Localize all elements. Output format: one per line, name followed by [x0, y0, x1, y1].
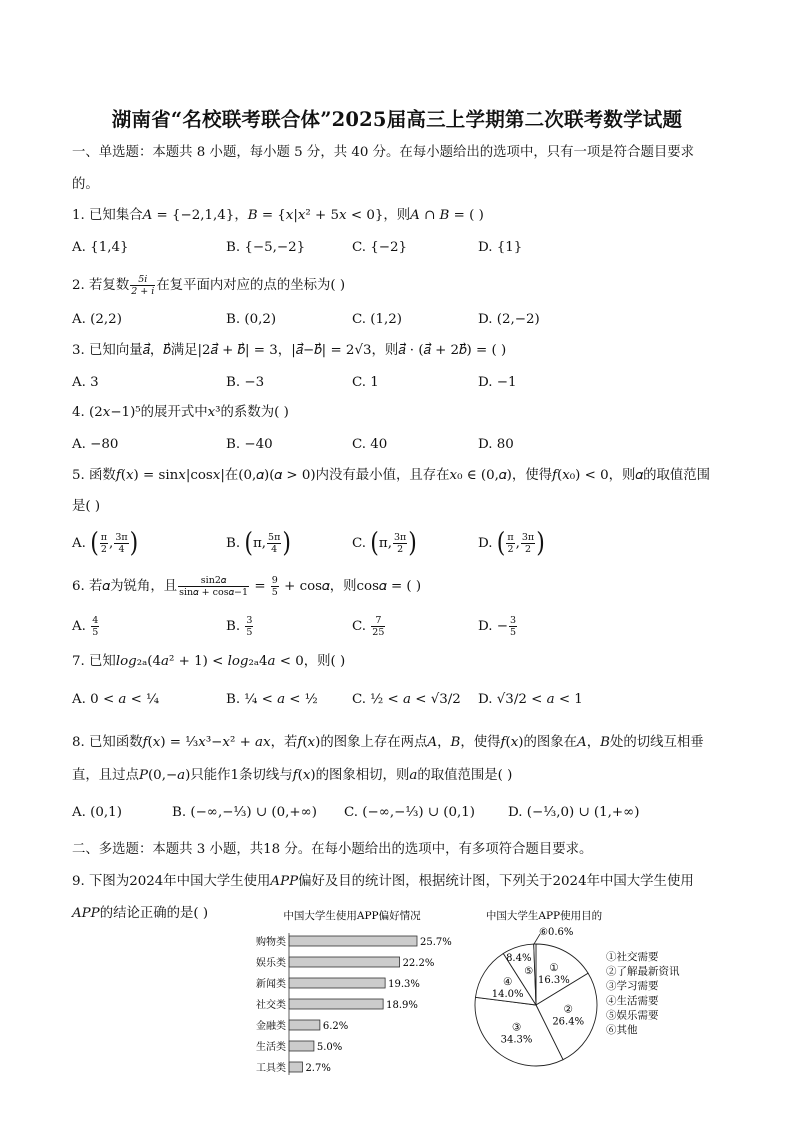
- section1-header-cont: 的。: [72, 177, 99, 192]
- bar-category-label: 新闻类: [256, 979, 286, 990]
- page-title: 湖南省“名校联考联合体”2025届高三上学期第二次联考数学试题: [111, 108, 683, 131]
- q5-option-d-label: D.: [478, 536, 493, 551]
- q2-frac-num: 5𝑖: [130, 274, 155, 286]
- q6-option-d: [478, 615, 518, 638]
- pie-slice-marker: ④: [502, 976, 513, 989]
- q6a-label: A.: [72, 619, 86, 634]
- q5-option-c-label: C.: [352, 536, 367, 551]
- q2-stem-pre: 2. 若复数: [72, 278, 130, 293]
- q6-option-c: [352, 615, 386, 638]
- q5b-r-den: 4: [271, 544, 278, 555]
- q6c-num: 7: [371, 615, 385, 627]
- q7-option-d: D. √3/2 < 𝑎 < 1: [478, 692, 583, 707]
- q5-option-c: C. (π, $\frac{3\pi}{2}$ ): [352, 527, 417, 559]
- bar-value-label: 22.2%: [402, 958, 435, 969]
- q2-frac-den: 2 + 𝑖: [131, 286, 155, 297]
- q4-option-b: B. −40: [226, 437, 273, 452]
- q3-option-c: C. 1: [352, 375, 379, 390]
- bar-value-label: 25.7%: [420, 937, 452, 948]
- q4-option-c: C. 40: [352, 437, 388, 452]
- q5-option-b: B. (π, $\frac{5\pi}{4}$ ): [226, 527, 291, 559]
- q8-option-a: A. (0,1): [72, 805, 122, 820]
- bar-value-label: 5.0%: [316, 1042, 343, 1053]
- q8-stem: 8. 已知函数𝑓(𝑥) = ⅓𝑥³−𝑥² + 𝑎𝑥，若𝑓(𝑥)的图象上存在两点𝐴，𝐵，使得𝑓(𝑥)的图象在𝐴，𝐵处的切线互相垂: [72, 735, 704, 750]
- q5-option-b-label: B.: [226, 536, 241, 551]
- pie-chart-title: 中国大学生APP使用目的: [485, 910, 603, 922]
- pie-outer-label: ⑥0.6%: [539, 927, 574, 938]
- q1-option-a: A. {1,4}: [72, 240, 129, 255]
- q6d-sign: −: [496, 619, 509, 634]
- q4-option-a: A. −80: [72, 437, 119, 452]
- pie-slice-value: 8.4%: [506, 952, 532, 964]
- q2-fraction: [130, 274, 155, 297]
- pie-legend-item: ②了解最新资讯: [606, 965, 680, 978]
- q9-stem-cont: 𝐴𝑃𝑃的结论正确的是( ): [72, 906, 209, 921]
- bar-category-label: 金融类: [256, 1021, 286, 1032]
- q8-stem-cont: 直，且过点𝑃(0,−𝑎)只能作1条切线与𝑓(𝑥)的图象相切，则𝑎的取值范围是( ): [72, 768, 513, 783]
- q6d-num: 3: [510, 615, 517, 626]
- bar-chart-title: 中国大学生使用APP偏好情况: [283, 910, 421, 922]
- q5a-l-den: 2: [100, 544, 107, 555]
- bar-mark: [289, 999, 383, 1009]
- q9-stem: 9. 下图为2024年中国大学生使用𝐴𝑃𝑃偏好及目的统计图，根据统计图，下列关于2024年中国大学生使用: [72, 874, 694, 889]
- q3-option-b: B. −3: [226, 375, 265, 390]
- q7-option-b: B. ¼ < 𝑎 < ½: [226, 692, 318, 707]
- bar-mark: [289, 978, 385, 988]
- bar-value-label: 19.3%: [388, 979, 420, 990]
- q3-stem: 3. 已知向量𝑎⃗，𝑏⃗满足|2𝑎⃗ + 𝑏⃗| = 3，|𝑎⃗−𝑏⃗| = 2√3，则𝑎⃗ · (𝑎⃗ + 2𝑏⃗) = ( ): [72, 343, 507, 358]
- q5c-r-num: 3π: [393, 532, 407, 543]
- q6b-num: 3: [246, 615, 253, 626]
- pie-slice-value: 34.3%: [500, 1034, 533, 1046]
- bar-mark: [289, 1041, 314, 1051]
- q5-option-a: A. ( $\frac{\pi}{2}$ , $\frac{3\pi}{4}$ ): [72, 527, 139, 559]
- q1-option-c: C. {−2}: [352, 240, 408, 255]
- pie-slice-marker: ③: [511, 1021, 522, 1034]
- q7-stem: 7. 已知𝑙𝑜𝑔₂ₐ(4𝑎² + 1) < 𝑙𝑜𝑔₂ₐ4𝑎 < 0，则( ): [72, 654, 346, 669]
- q5-stem: 5. 函数𝑓(𝑥) = sin𝑥|cos𝑥|在(0,𝛼)(𝛼 > 0)内没有最小值，且存在𝑥₀ ∈ (0,𝛼)，使得𝑓(𝑥₀) < 0，则𝛼的取值范围: [72, 468, 711, 483]
- q5a-r-den: 4: [118, 544, 125, 555]
- q6c-label: C.: [352, 619, 367, 634]
- q5b-pre: π,: [252, 536, 267, 551]
- q5d-r-num: 3π: [521, 532, 535, 543]
- bar-category-label: 社交类: [256, 1000, 286, 1011]
- q5d-l-num: π: [507, 532, 514, 543]
- bar-mark: [289, 1020, 320, 1030]
- q6-frac-num: sin2𝛼: [178, 575, 249, 587]
- bar-mark: [289, 957, 400, 967]
- pie-legend-item: ⑤娱乐需要: [606, 1009, 659, 1022]
- bar-value-label: 6.2%: [322, 1021, 349, 1032]
- q1-stem: 1. 已知集合𝐴 = {−2,1,4}，𝐵 = {𝑥|𝑥² + 5𝑥 < 0}，则𝐴 ∩ 𝐵 = ( ): [72, 208, 484, 223]
- q5a-l-num: π: [100, 532, 108, 543]
- q6b-den: 5: [246, 627, 253, 638]
- q6d-den: 5: [510, 627, 517, 638]
- q3-option-d: D. −1: [478, 375, 517, 390]
- q6c-den: 25: [372, 627, 385, 638]
- q6-stem-mid: =: [250, 579, 270, 594]
- bar-category-label: 工具类: [256, 1063, 286, 1074]
- q1-option-d: D. {1}: [478, 240, 523, 255]
- pie-legend-item: ③学习需要: [606, 980, 659, 993]
- q8-option-d: D. (−⅓,0) ∪ (1,+∞): [508, 805, 640, 820]
- q7-option-c: C. ½ < 𝑎 < √3/2: [352, 692, 461, 707]
- bar-mark: [289, 1062, 302, 1072]
- q3-option-a: A. 3: [72, 375, 99, 390]
- q6-stem: [72, 575, 421, 598]
- q5c-pre: π,: [378, 536, 392, 551]
- q5d-l-den: 2: [507, 544, 514, 555]
- q6-frac2-num: 9: [271, 575, 278, 586]
- q6-stem-post: + cos𝛼，则cos𝛼 = ( ): [279, 579, 422, 594]
- app-preference-bar-chart: [244, 904, 464, 1080]
- q8-option-c: C. (−∞,−⅓) ∪ (0,1): [344, 805, 476, 820]
- q2-stem-post: 在复平面内对应的点的坐标为( ): [156, 278, 346, 293]
- section2-header: 二、多选题：本题共 3 小题，共18 分。在每小题给出的选项中，有多项符合题目要求。: [72, 842, 593, 857]
- pie-slice-value: 16.3%: [538, 975, 570, 987]
- app-purpose-pie-chart: [466, 904, 694, 1074]
- q8-option-b: B. (−∞,−⅓) ∪ (0,+∞): [172, 805, 317, 820]
- q6-frac-den: sin𝛼 + cos𝛼−1: [179, 587, 249, 598]
- bar-value-label: 2.7%: [305, 1063, 331, 1074]
- bar-mark: [289, 936, 417, 946]
- q4-stem: 4. (2𝑥−1)⁵的展开式中𝑥³的系数为( ): [72, 405, 289, 420]
- pie-slice-marker: ①: [549, 962, 559, 975]
- section1-header: 一、单选题：本题共 8 小题，每小题 5 分，共 40 分。在每小题给出的选项中，只有一项是符合题目要求: [72, 145, 695, 160]
- q6-stem-pre: 6. 若𝛼为锐角，且: [72, 579, 178, 594]
- q5d-r-den: 2: [525, 544, 532, 555]
- q5-option-a-label: A.: [72, 536, 86, 551]
- q5a-r-num: 3π: [115, 532, 128, 543]
- pie-slice-marker: ⑤: [524, 965, 534, 977]
- q6-option-b: [226, 615, 254, 638]
- q2-stem: [72, 274, 345, 297]
- q5c-r-den: 2: [397, 544, 404, 555]
- q6-frac2-den: 5: [271, 587, 278, 598]
- q2-option-b: B. (0,2): [226, 312, 277, 327]
- bar-category-label: 购物类: [256, 937, 286, 948]
- q2-option-a: A. (2,2): [72, 312, 122, 327]
- q6a-num: 4: [92, 615, 99, 626]
- pie-legend-item: ①社交需要: [606, 951, 659, 963]
- q5b-r-num: 5π: [268, 532, 281, 543]
- q6b-label: B.: [226, 619, 241, 634]
- q5-option-d: D. ( $\frac{\pi}{2}$ , $\frac{3\pi}{2}$ ): [478, 527, 545, 559]
- bar-category-label: 生活类: [256, 1042, 286, 1053]
- pie-legend-item: ④生活需要: [606, 994, 659, 1007]
- q6a-den: 5: [92, 627, 99, 638]
- pie-slice-value: 26.4%: [552, 1016, 585, 1028]
- q4-option-d: D. 80: [478, 437, 514, 452]
- pie-slice-marker: ②: [563, 1003, 573, 1016]
- q7-option-a: A. 0 < 𝑎 < ¼: [72, 692, 160, 707]
- q2-option-d: D. (2,−2): [478, 312, 540, 327]
- q6-option-a: [72, 615, 100, 638]
- q1-option-b: B. {−5,−2}: [226, 240, 306, 255]
- q6d-label: D.: [478, 619, 493, 634]
- bar-value-label: 18.9%: [386, 1000, 418, 1011]
- q5-stem-cont: 是( ): [72, 499, 101, 514]
- pie-slice-value: 14.0%: [491, 989, 524, 1001]
- pie-legend-item: ⑥其他: [606, 1024, 638, 1036]
- q2-option-c: C. (1,2): [352, 312, 403, 327]
- bar-category-label: 娱乐类: [256, 958, 286, 969]
